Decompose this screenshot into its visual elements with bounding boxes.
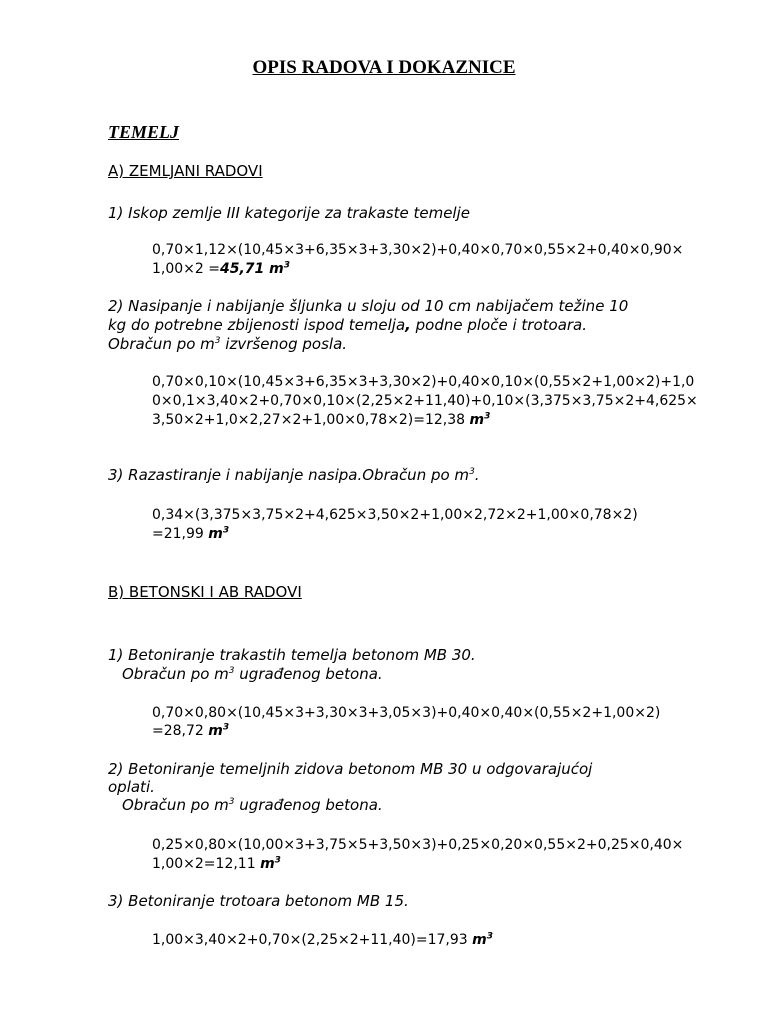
item-a2-calc-line1: 0,70×0,10×(10,45×3+6,35×3+3,30×2)+0,40×0,10×(0,55×2+1,00×2)+1,0 (152, 374, 695, 390)
item-b2-line3: Obračun po $m^3$ ugrađenog betona. (122, 796, 383, 814)
section-heading: TEMELJ (108, 122, 180, 142)
item-a3-calc-line2: =21,99 $m^3$ (152, 525, 230, 542)
item-a3-calc-line1: 0,34×(3,375×3,75×2+4,625×3,50×2+1,00×2,72×2+1,00×0,78×2) (152, 507, 638, 523)
subsection-a-heading: A) ZEMLJANI RADOVI (108, 162, 263, 180)
item-b1-calc-line2: =28,72 $m^3$ (152, 722, 230, 739)
item-a1-calc-line2: 1,00×2 =45,71 $m^3$ (152, 260, 291, 277)
item-b1-line1: 1) Betoniranje trakastih temelja betonom MB 30. (108, 646, 476, 664)
item-b1-calc-line1: 0,70×0,80×(10,45×3+3,30×3+3,05×3)+0,40×0,40×(0,55×2+1,00×2) (152, 705, 661, 721)
item-a2-calc-line2: 0×0,1×3,40×2+0,70×0,10×(2,25×2+11,40)+0,10×(3,375×3,75×2+4,625× (152, 393, 698, 409)
item-b1-line2: Obračun po $m^3$ ugrađenog betona. (122, 665, 383, 683)
subsection-b-heading: B) BETONSKI I AB RADOVI (108, 583, 302, 601)
item-a2-calc-line3: 3,50×2+1,0×2,27×2+1,00×0,78×2)=12,38 $m^3$ (152, 411, 491, 428)
item-a1-result: 45,71 m (220, 261, 284, 277)
item-b2-line2: oplati. (108, 778, 155, 796)
item-a1-title: 1) Iskop zemlje III kategorije za trakaste temelje (108, 204, 470, 222)
item-a2-line1: 2) Nasipanje i nabijanje šljunka u sloju od 10 cm nabijačem težine 10 (108, 297, 629, 315)
item-a3-title: 3) Razastiranje i nabijanje nasipa.Obračun po $m^3$. (108, 466, 480, 484)
item-b3-title: 3) Betoniranje trotoara betonom MB 15. (108, 892, 409, 910)
item-a1-calc-line1: 0,70×1,12×(10,45×3+6,35×3+3,30×2)+0,40×0,70×0,55×2+0,40×0,90× (152, 242, 684, 258)
item-a2-line2: kg do potrebne zbijenosti ispod temelja, podne ploče i trotoara. (108, 316, 588, 334)
item-b3-calc-line1: 1,00×3,40×2+0,70×(2,25×2+11,40)=17,93 $m^3$ (152, 931, 494, 948)
page-title: OPIS RADOVA I DOKAZNICE (252, 57, 516, 78)
item-b2-calc-line2: 1,00×2=12,11 $m^3$ (152, 855, 281, 872)
item-b2-line1: 2) Betoniranje temeljnih zidova betonom MB 30 u odgovarajućoj (108, 760, 593, 778)
item-a2-line3: Obračun po $m^3$ izvršenog posla. (108, 335, 348, 353)
item-b2-calc-line1: 0,25×0,80×(10,00×3+3,75×5+3,50×3)+0,25×0,20×0,55×2+0,25×0,40× (152, 837, 684, 853)
